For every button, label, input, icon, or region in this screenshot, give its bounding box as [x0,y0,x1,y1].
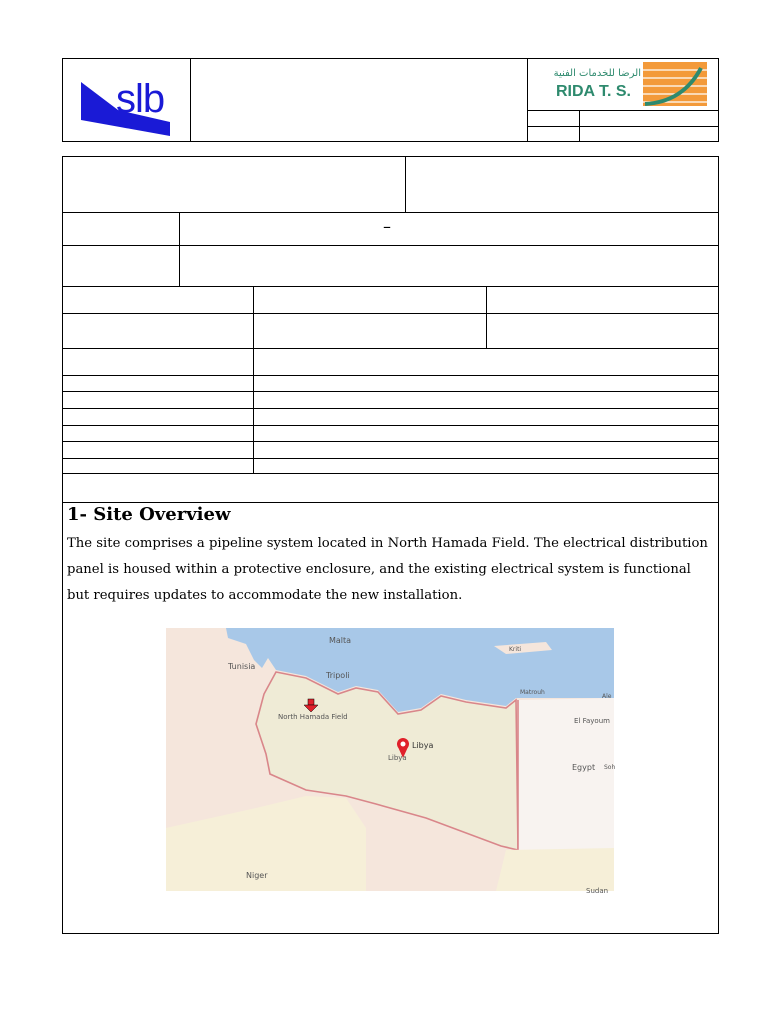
form-dash: – [383,217,391,236]
form-line-313 [62,313,719,314]
form-line-392 [62,391,719,392]
slb-logo-text: slb [116,77,165,121]
map-label-niger: Niger [246,871,268,880]
form-top-divider [405,156,406,213]
map-label-malta: Malta [329,636,352,645]
form-line-503 [62,502,719,503]
form-line-348 [62,348,719,349]
form-line-246 [62,245,719,246]
header-subrow-line-2 [527,126,719,127]
section-paragraph: The site comprises a pipeline system located in North Hamada Field. The electrical distribution panel is housed within a protective enclosure, and the existing electrical system is functional but requires updates to accommodate the new installation. [67,536,708,603]
map-sudan [496,848,614,891]
form-line-408 [62,408,719,409]
form-line-375 [62,375,719,376]
rida-logo-mark [643,62,707,106]
header-divider-left [190,58,191,142]
header-subrow-divider [579,110,580,142]
map-label-egypt: Egypt [572,763,596,772]
map-label-kriti: Kriti [509,646,522,653]
map-label-sudan: Sudan [586,887,609,895]
header-divider-right [527,58,528,142]
map-label-tripoli: Tripoli [326,671,350,680]
form-line-213 [62,212,719,213]
map-label-matrouh: Matrouh [520,689,545,696]
map-label-tunisia: Tunisia [228,662,256,671]
form-line-441 [62,441,719,442]
section-title: 1- Site Overview [67,504,231,525]
form-line-458 [62,458,719,459]
form-line-286 [62,286,719,287]
form-line-473 [62,473,719,474]
libya-map [166,628,616,895]
map-label-sohag: Soh [604,764,616,771]
form-col-divider-2 [486,286,487,348]
map-label-libya: Libya [388,754,407,762]
form-col-divider-1 [253,286,254,473]
rida-logo-text: RIDA T. S. [556,83,631,100]
map-label-libya-pin: Libya [412,741,434,750]
map-label-north-hamada: North Hamada Field [278,713,348,721]
map-label-fayoum: El Fayoum [574,717,610,725]
slb-logo [78,70,178,140]
form-line-425 [62,425,719,426]
form-label-divider [179,212,180,286]
rida-arabic-name: الرضا للخدمات الفنية [553,68,641,79]
header-subrow-line-1 [527,110,719,111]
map-label-alex: Ale [602,693,612,700]
